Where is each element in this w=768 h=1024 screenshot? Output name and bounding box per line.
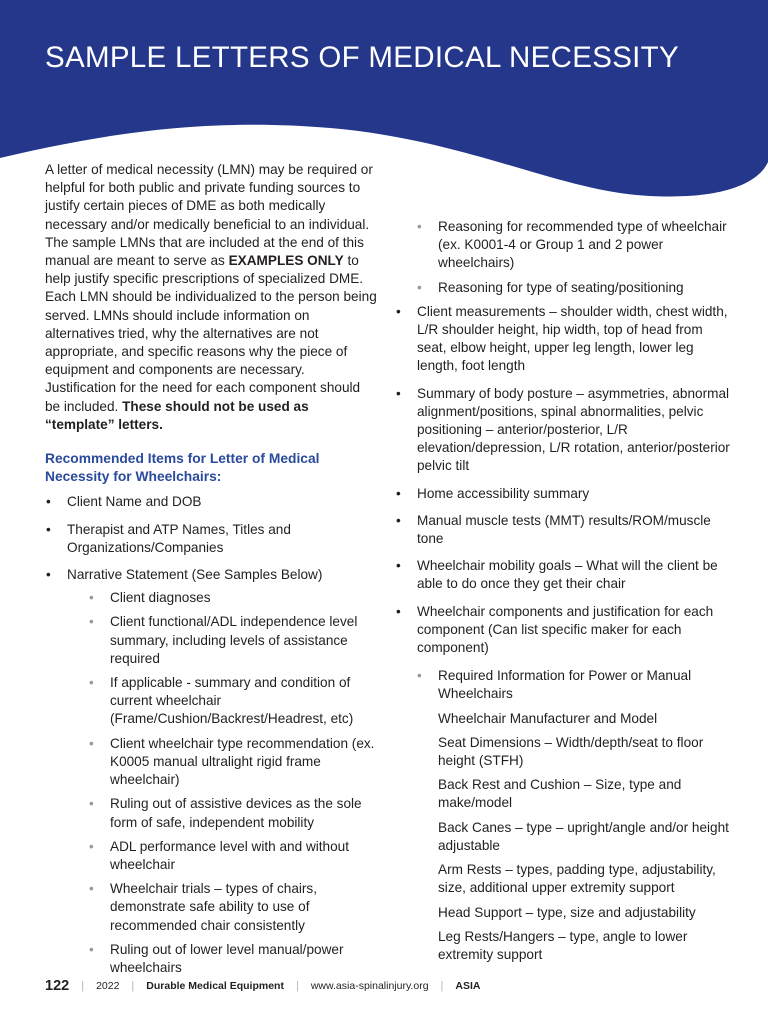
- components-sublist: [416, 667, 730, 703]
- detail-item: Back Canes – type – upright/angle and/or height adjustable: [438, 819, 729, 853]
- list-item: • Wheelchair mobility goals – What will the client be able to do once they get their chair: [395, 557, 730, 593]
- recommended-items-list-continued: [395, 303, 730, 657]
- sub-list-item: • If applicable - summary and condition of current wheelchair (Frame/Cushion/Backrest/Headrest, etc): [88, 674, 377, 729]
- sub-list-item: • Reasoning for recommended type of wheelchair (ex. K0001-4 or Group 1 and 2 power wheelchairs): [416, 218, 730, 273]
- recommended-items-list: [45, 493, 377, 977]
- detail-item: Arm Rests – types, padding type, adjustability, size, additional upper extremity support: [438, 862, 716, 896]
- examples-only-emphasis: EXAMPLES ONLY: [228, 253, 344, 269]
- footer-divider: |: [81, 980, 85, 992]
- detail-item: Wheelchair Manufacturer and Model: [438, 710, 658, 726]
- sub-list-item: • Wheelchair trials – types of chairs, demonstrate safe ability to use of recommended chair consistently: [88, 880, 377, 935]
- sub-list-item: • Required Information for Power or Manual Wheelchairs: [416, 667, 730, 703]
- left-column: [45, 161, 377, 977]
- footer-divider: |: [440, 980, 444, 992]
- list-item-label: Narrative Statement (See Samples Below): [67, 567, 323, 583]
- list-item: • Therapist and ATP Names, Titles and Organizations/Companies: [45, 521, 377, 557]
- section-subheading: Recommended Items for Letter of Medical Necessity for Wheelchairs:: [45, 451, 320, 485]
- sub-list-item: • Client functional/ADL independence level summary, including levels of assistance required: [88, 613, 377, 668]
- sub-list-item: • Ruling out of assistive devices as the sole form of safe, independent mobility: [88, 795, 377, 831]
- list-item: • Client Name and DOB: [45, 493, 377, 511]
- right-column: [395, 218, 730, 964]
- list-item: [395, 603, 730, 658]
- sub-list-item: • Client wheelchair type recommendation (ex. K0005 manual ultralight rigid frame wheelchair): [88, 735, 377, 790]
- sub-list-item: • Ruling out of lower level manual/power wheelchairs: [88, 941, 377, 977]
- list-item: • Home accessibility summary: [395, 485, 730, 503]
- intro-paragraph: [45, 161, 377, 434]
- footer-year: 2022: [96, 980, 120, 992]
- not-template-emphasis: These should not be used as “template” letters.: [45, 398, 309, 432]
- page-title: SAMPLE LETTERS OF MEDICAL NECESSITY: [45, 41, 679, 74]
- detail-item: Back Rest and Cushion – Size, type and make/model: [438, 777, 682, 811]
- footer-divider: |: [131, 980, 135, 992]
- list-item-label: Wheelchair components and justification for each component (Can list specific maker for each component): [417, 603, 714, 656]
- detail-item: Seat Dimensions – Width/depth/seat to floor height (STFH): [438, 734, 704, 769]
- list-item: • Client measurements – shoulder width, chest width, L/R shoulder height, hip width, top of head from seat, elbow height, upper leg length, lower leg length, foot length: [395, 303, 730, 376]
- list-item: • Manual muscle tests (MMT) results/ROM/muscle tone: [395, 512, 730, 548]
- footer-divider: |: [295, 980, 299, 992]
- intro-text-1: A letter of medical necessity (LMN) may be required or helpful for both public and private funding sources to justify certain pieces of DME as both medically necessary and/or medically beneficial to an individual. The sample LMNs that are included at the end of this manual are meant to serve as: [45, 162, 373, 269]
- footer-section: Durable Medical Equipment: [146, 980, 284, 992]
- page-number: 122: [45, 978, 70, 994]
- detail-item: Leg Rests/Hangers – type, angle to lower extremity support: [438, 928, 688, 962]
- sub-list-item: • Client diagnoses: [88, 589, 377, 607]
- intro-text-2: to help justify specific prescriptions of specialized DME. Each LMN should be individualized to the person being served. LMNs should include information on alternatives tried, why the alternatives are not appropriate, and specific reasons why the piece of equipment and components are necessary. Justification for the need for each component should be included.: [45, 253, 377, 414]
- footer-org: ASIA: [455, 980, 481, 992]
- narrative-sublist-continued: [416, 218, 730, 297]
- sub-list-item: • Reasoning for type of seating/positioning: [416, 279, 730, 297]
- components-details-list: [438, 710, 730, 964]
- list-item: [45, 566, 377, 977]
- detail-item: Head Support – type, size and adjustability: [438, 904, 696, 920]
- sub-list-item: • ADL performance level with and without wheelchair: [88, 838, 377, 874]
- narrative-sublist: [88, 589, 377, 977]
- page-footer: [45, 977, 480, 995]
- footer-url[interactable]: www.asia-spinalinjury.org: [310, 980, 429, 992]
- list-item: • Summary of body posture – asymmetries, abnormal alignment/positions, spinal abnormalities, pelvic positioning – anterior/posterior, L/R elevation/depression, L/R rotation, anterior/posterior pelvic tilt: [395, 385, 730, 476]
